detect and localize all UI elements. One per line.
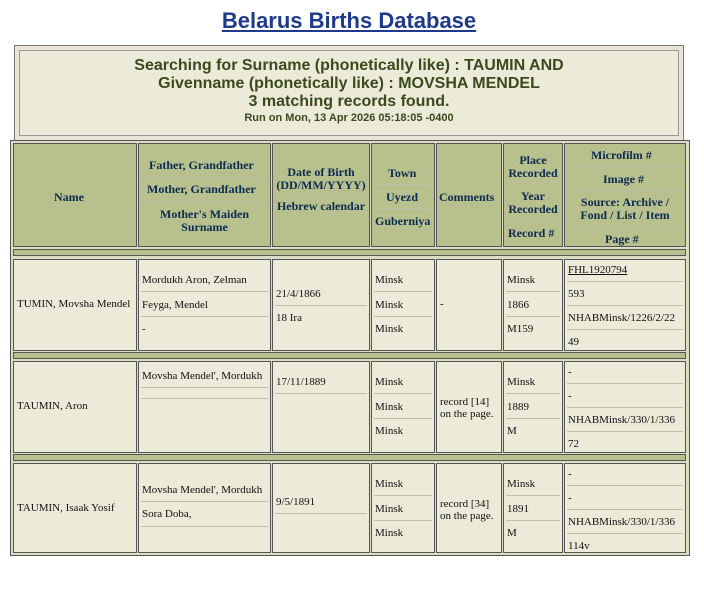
col-header-name	[13, 143, 137, 247]
header-place-label: Place Recorded	[508, 153, 558, 180]
record-3-name-cell	[13, 463, 137, 553]
cell-divider	[275, 513, 367, 514]
header-town-label: Town	[388, 166, 417, 180]
record-comments: record [34] on the page.	[440, 498, 494, 522]
record-uyezd: Minsk	[375, 503, 404, 515]
record-dob: 9/5/1891	[276, 496, 316, 508]
record-father: Mordukh Aron, Zelman	[142, 274, 247, 286]
cell-divider	[506, 291, 560, 292]
cell-divider	[567, 485, 683, 486]
record-father: Movsha Mendel', Mordukh	[142, 370, 263, 382]
record-town: Minsk	[375, 376, 404, 388]
record-year-recorded: 1866	[507, 299, 529, 311]
header-microfilm-label: Microfilm #	[591, 148, 652, 162]
header-divider	[143, 201, 266, 202]
record-1-comments-cell	[436, 259, 502, 351]
header-divider	[569, 190, 681, 191]
cell-divider	[567, 533, 683, 534]
cell-divider	[567, 383, 683, 384]
record-comments: record [14] on the page.	[440, 396, 494, 420]
record-year-recorded: 1891	[507, 503, 529, 515]
record-town: Minsk	[375, 274, 404, 286]
header-father-label: Father, Grandfather	[149, 158, 254, 172]
result-count: 3 matching records found.	[248, 93, 450, 110]
record-3-town-cell	[371, 463, 435, 553]
header-divider	[508, 182, 558, 183]
record-mother: Sora Doba,	[142, 508, 192, 520]
record-place-recorded: Minsk	[507, 274, 536, 286]
cell-divider	[567, 509, 683, 510]
col-header-recorded	[503, 143, 563, 247]
cell-divider	[141, 398, 268, 399]
record-page: 114v	[568, 540, 590, 552]
record-name: TAUMIN, Isaak Yosif	[17, 502, 115, 514]
cell-divider	[374, 393, 432, 394]
header-year-label: Year Recorded	[508, 189, 558, 216]
cell-divider	[374, 520, 432, 521]
record-1-town-cell	[371, 259, 435, 351]
page-title[interactable]: Belarus Births Database	[221, 8, 477, 33]
run-timestamp: Run on Mon, 13 Apr 2026 05:18:05 -0400	[244, 112, 454, 124]
results-table	[10, 140, 690, 556]
record-father: Movsha Mendel', Mordukh	[142, 484, 263, 496]
record-hebrew-date: 18 Ira	[276, 312, 302, 324]
record-1-dob-cell	[272, 259, 370, 351]
record-guberniya: Minsk	[375, 527, 404, 539]
record-maiden: -	[142, 323, 146, 335]
record-comments: -	[440, 298, 444, 310]
cell-divider	[141, 291, 268, 292]
header-guberniya-label: Guberniya	[375, 214, 431, 228]
cell-divider	[374, 495, 432, 496]
cell-divider	[374, 316, 432, 317]
cell-divider	[567, 431, 683, 432]
record-dob: 21/4/1866	[276, 288, 321, 300]
record-1-parents-cell	[138, 259, 271, 351]
record-3-parents-cell	[138, 463, 271, 553]
record-image: -	[568, 390, 572, 402]
row-separator	[13, 352, 686, 359]
header-divider	[376, 208, 430, 209]
cell-divider	[374, 291, 432, 292]
record-1-name-cell	[13, 259, 137, 351]
record-name: TUMIN, Movsha Mendel	[17, 298, 131, 310]
cell-divider	[275, 393, 367, 394]
record-image: 593	[568, 288, 585, 300]
header-divider	[508, 218, 558, 219]
header-divider	[277, 194, 365, 195]
record-page: 49	[568, 336, 579, 348]
col-header-comments	[436, 143, 502, 247]
record-microfilm: -	[568, 366, 572, 378]
header-image-label: Image #	[603, 172, 644, 186]
record-source: NHABMinsk/1226/2/22	[568, 312, 675, 324]
record-2-source-cell	[564, 361, 686, 453]
record-dob: 17/11/1889	[276, 376, 326, 388]
record-microfilm: -	[568, 468, 572, 480]
record-number: M	[507, 527, 517, 539]
header-divider	[376, 184, 430, 185]
cell-divider	[275, 305, 367, 306]
cell-divider	[506, 520, 560, 521]
record-2-dob-cell	[272, 361, 370, 453]
record-2-recorded-cell	[503, 361, 563, 453]
cell-divider	[567, 305, 683, 306]
record-mother: Feyga, Mendel	[142, 299, 208, 311]
record-guberniya: Minsk	[375, 425, 404, 437]
record-uyezd: Minsk	[375, 401, 404, 413]
cell-divider	[567, 281, 683, 282]
row-separator	[13, 454, 686, 461]
record-2-parents-cell	[138, 361, 271, 453]
search-summary-box	[14, 45, 684, 141]
record-source: NHABMinsk/330/1/336	[568, 516, 675, 528]
record-2-town-cell	[371, 361, 435, 453]
cell-divider	[506, 418, 560, 419]
record-source: NHABMinsk/330/1/336	[568, 414, 675, 426]
record-microfilm-link[interactable]: FHL1920794	[568, 264, 628, 276]
cell-divider	[506, 393, 560, 394]
header-source-label: Source: Archive / Fond / List / Item	[580, 195, 670, 222]
col-header-dob	[272, 143, 370, 247]
record-1-recorded-cell	[503, 259, 563, 351]
record-3-comments-cell	[436, 463, 502, 553]
record-2-name-cell	[13, 361, 137, 453]
header-hebrew-label: Hebrew calendar	[276, 199, 366, 213]
record-3-source-cell	[564, 463, 686, 553]
col-header-parents	[138, 143, 271, 247]
record-place-recorded: Minsk	[507, 478, 536, 490]
record-1-source-cell	[564, 259, 686, 351]
record-3-recorded-cell	[503, 463, 563, 553]
record-page: 72	[568, 438, 579, 450]
record-name: TAUMIN, Aron	[17, 400, 88, 412]
header-maiden-label: Mother's Maiden Surname	[160, 207, 249, 234]
record-place-recorded: Minsk	[507, 376, 536, 388]
record-guberniya: Minsk	[375, 323, 404, 335]
header-divider	[143, 177, 266, 178]
cell-divider	[141, 316, 268, 317]
search-criteria-surname: Searching for Surname (phonetically like) : TAUMIN AND	[134, 57, 564, 74]
record-town: Minsk	[375, 478, 404, 490]
cell-divider	[141, 387, 268, 388]
header-divider	[569, 166, 681, 167]
cell-divider	[374, 418, 432, 419]
header-uyezd-label: Uyezd	[386, 190, 418, 204]
cell-divider	[141, 526, 268, 527]
header-record-label: Record #	[508, 226, 555, 240]
header-mother-label: Mother, Grandfather	[147, 182, 256, 196]
header-divider	[569, 226, 681, 227]
col-header-source	[564, 143, 686, 247]
header-page-label: Page #	[605, 232, 639, 246]
cell-divider	[567, 407, 683, 408]
record-number: M	[507, 425, 517, 437]
col-header-place	[371, 143, 435, 247]
search-summary-inner	[19, 50, 679, 136]
record-uyezd: Minsk	[375, 299, 404, 311]
cell-divider	[141, 501, 268, 502]
record-2-comments-cell	[436, 361, 502, 453]
row-separator	[13, 249, 686, 256]
cell-divider	[567, 329, 683, 330]
record-year-recorded: 1889	[507, 401, 529, 413]
header-name-label: Name	[54, 190, 84, 204]
cell-divider	[506, 316, 560, 317]
cell-divider	[506, 495, 560, 496]
record-3-dob-cell	[272, 463, 370, 553]
header-comments-label: Comments	[439, 190, 495, 204]
record-number: M159	[507, 323, 534, 335]
search-criteria-givenname: Givenname (phonetically like) : MOVSHA MENDEL	[158, 75, 540, 92]
header-dob-label: Date of Birth (DD/MM/YYYY)	[276, 165, 366, 192]
record-image: -	[568, 492, 572, 504]
